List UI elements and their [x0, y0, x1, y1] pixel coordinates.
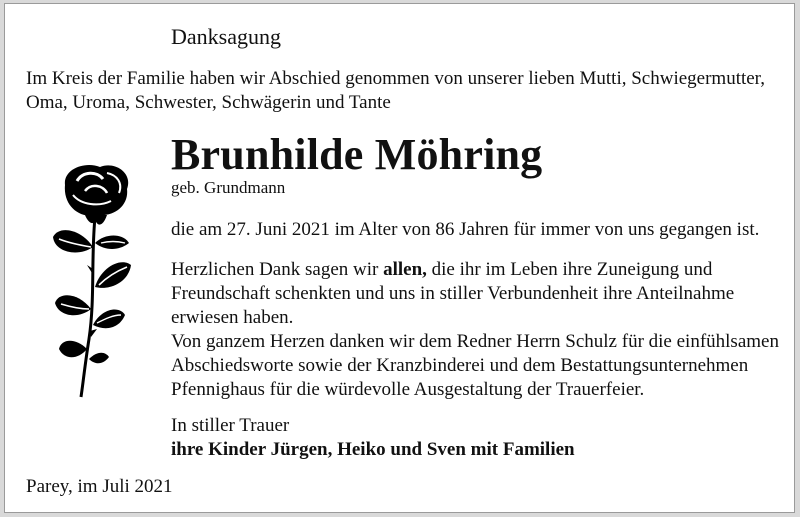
rose-icon: [45, 159, 145, 399]
notice-heading: Danksagung: [171, 24, 281, 49]
thanks-bold: allen,: [383, 259, 427, 280]
place-date: Parey, im Juli 2021: [26, 476, 173, 497]
thanks-paragraph-1: [171, 258, 779, 330]
thanks-rest: die ihr im Leben ihre Zuneigung und Freundschaft schenkten und uns in stiller Verbundenheit ihre Anteilnahme erwiesen haben.: [171, 259, 735, 328]
thanks-text: [171, 258, 779, 402]
thanks-paragraph-2: Von ganzem Herzen danken wir dem Redner Herrn Schulz für die einfühlsamen Abschiedsworte sowie der Kranzbinderei und dem Bestattungsunternehmen Pfennighaus für die würdevolle Ausgestaltung der Trauerfeier.: [171, 331, 779, 400]
death-date-line: die am 27. Juni 2021 im Alter von 86 Jahren für immer von uns gegangen ist.: [171, 219, 760, 240]
family-signature: ihre Kinder Jürgen, Heiko und Sven mit Familien: [171, 439, 575, 460]
grief-line: In stiller Trauer: [171, 415, 290, 436]
thanks-lead: Herzlichen Dank sagen wir: [171, 259, 384, 280]
obituary-notice: [4, 3, 795, 513]
deceased-name: Brunhilde Möhring: [171, 130, 543, 179]
notice-intro: Im Kreis der Familie haben wir Abschied genommen von unserer lieben Mutti, Schwiegermutter, Oma, Uroma, Schwester, Schwägerin und Tante: [26, 68, 765, 113]
birth-name: geb. Grundmann: [171, 178, 286, 197]
